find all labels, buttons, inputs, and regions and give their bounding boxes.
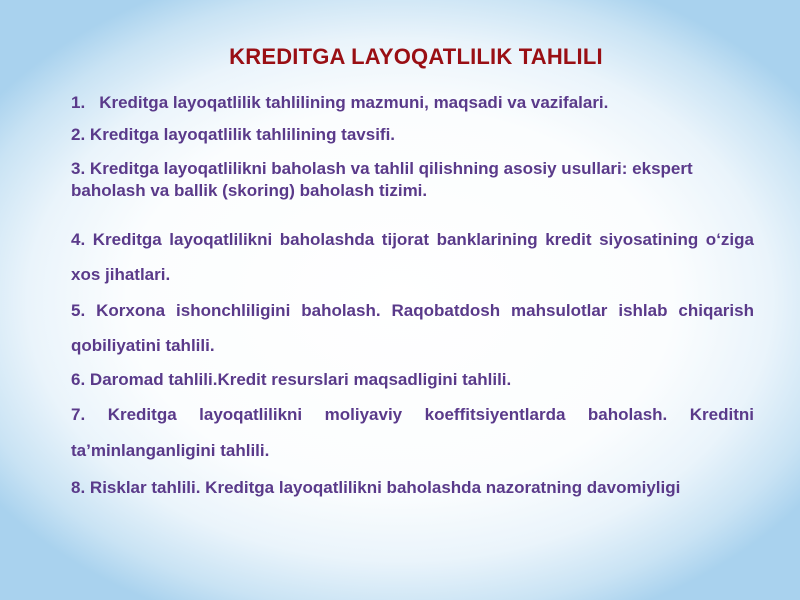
list-item: [71, 397, 754, 469]
list-item-number: 2.: [71, 125, 86, 144]
list-item-text: Kreditga layoqatlilikni moliyaviy koeffitsiyentlarda baholash. Kreditni ta’minlanganligini tahlili.: [71, 405, 754, 460]
list-item-number: 1.: [71, 93, 86, 112]
list-item-number: 8.: [71, 478, 86, 497]
list-item: [71, 470, 754, 505]
list-item-number: 6.: [71, 370, 86, 389]
list-item-text: Kreditga layoqatlilik tahlilining mazmuni, maqsadi va vazifalari.: [99, 93, 609, 112]
list-item-number: 5.: [71, 301, 86, 320]
list-item-text: Korxona ishonchliligini baholash. Raqobatdosh mahsulotlar ishlab chiqarish qobiliyatini tahlili.: [71, 301, 754, 355]
list-item-text: Kreditga layoqatlilik tahlilining tavsifi.: [89, 125, 396, 144]
list-item-text: Kreditga layoqatlilikni baholash va tahlil qilishning asosiy usullari: ekspert baholash va ballik (skoring) baholash tizimi.: [71, 159, 693, 200]
list-item: [71, 125, 754, 145]
list-item-text: Kreditga layoqatlilikni baholashda tijorat banklarining kredit siyosatining o‘ziga xos jihatlari.: [71, 230, 754, 284]
slide-title: KREDITGA LAYOQATLILIK TAHLILI: [229, 44, 603, 69]
list-item: [71, 93, 754, 113]
list-item: [71, 366, 754, 394]
list-item-number: 7.: [71, 405, 86, 424]
list-item-text: Risklar tahlili. Kreditga layoqatlilikni baholashda nazoratning davomiyligi: [89, 478, 681, 497]
list-item: [71, 158, 754, 202]
list-item: [71, 293, 754, 363]
list-item-text: Daromad tahlili.Kredit resurslari maqsadligini tahlili.: [89, 370, 512, 389]
list-item: [71, 222, 754, 292]
list-item-number: 4.: [71, 230, 86, 249]
list-item-number: 3.: [71, 159, 86, 178]
